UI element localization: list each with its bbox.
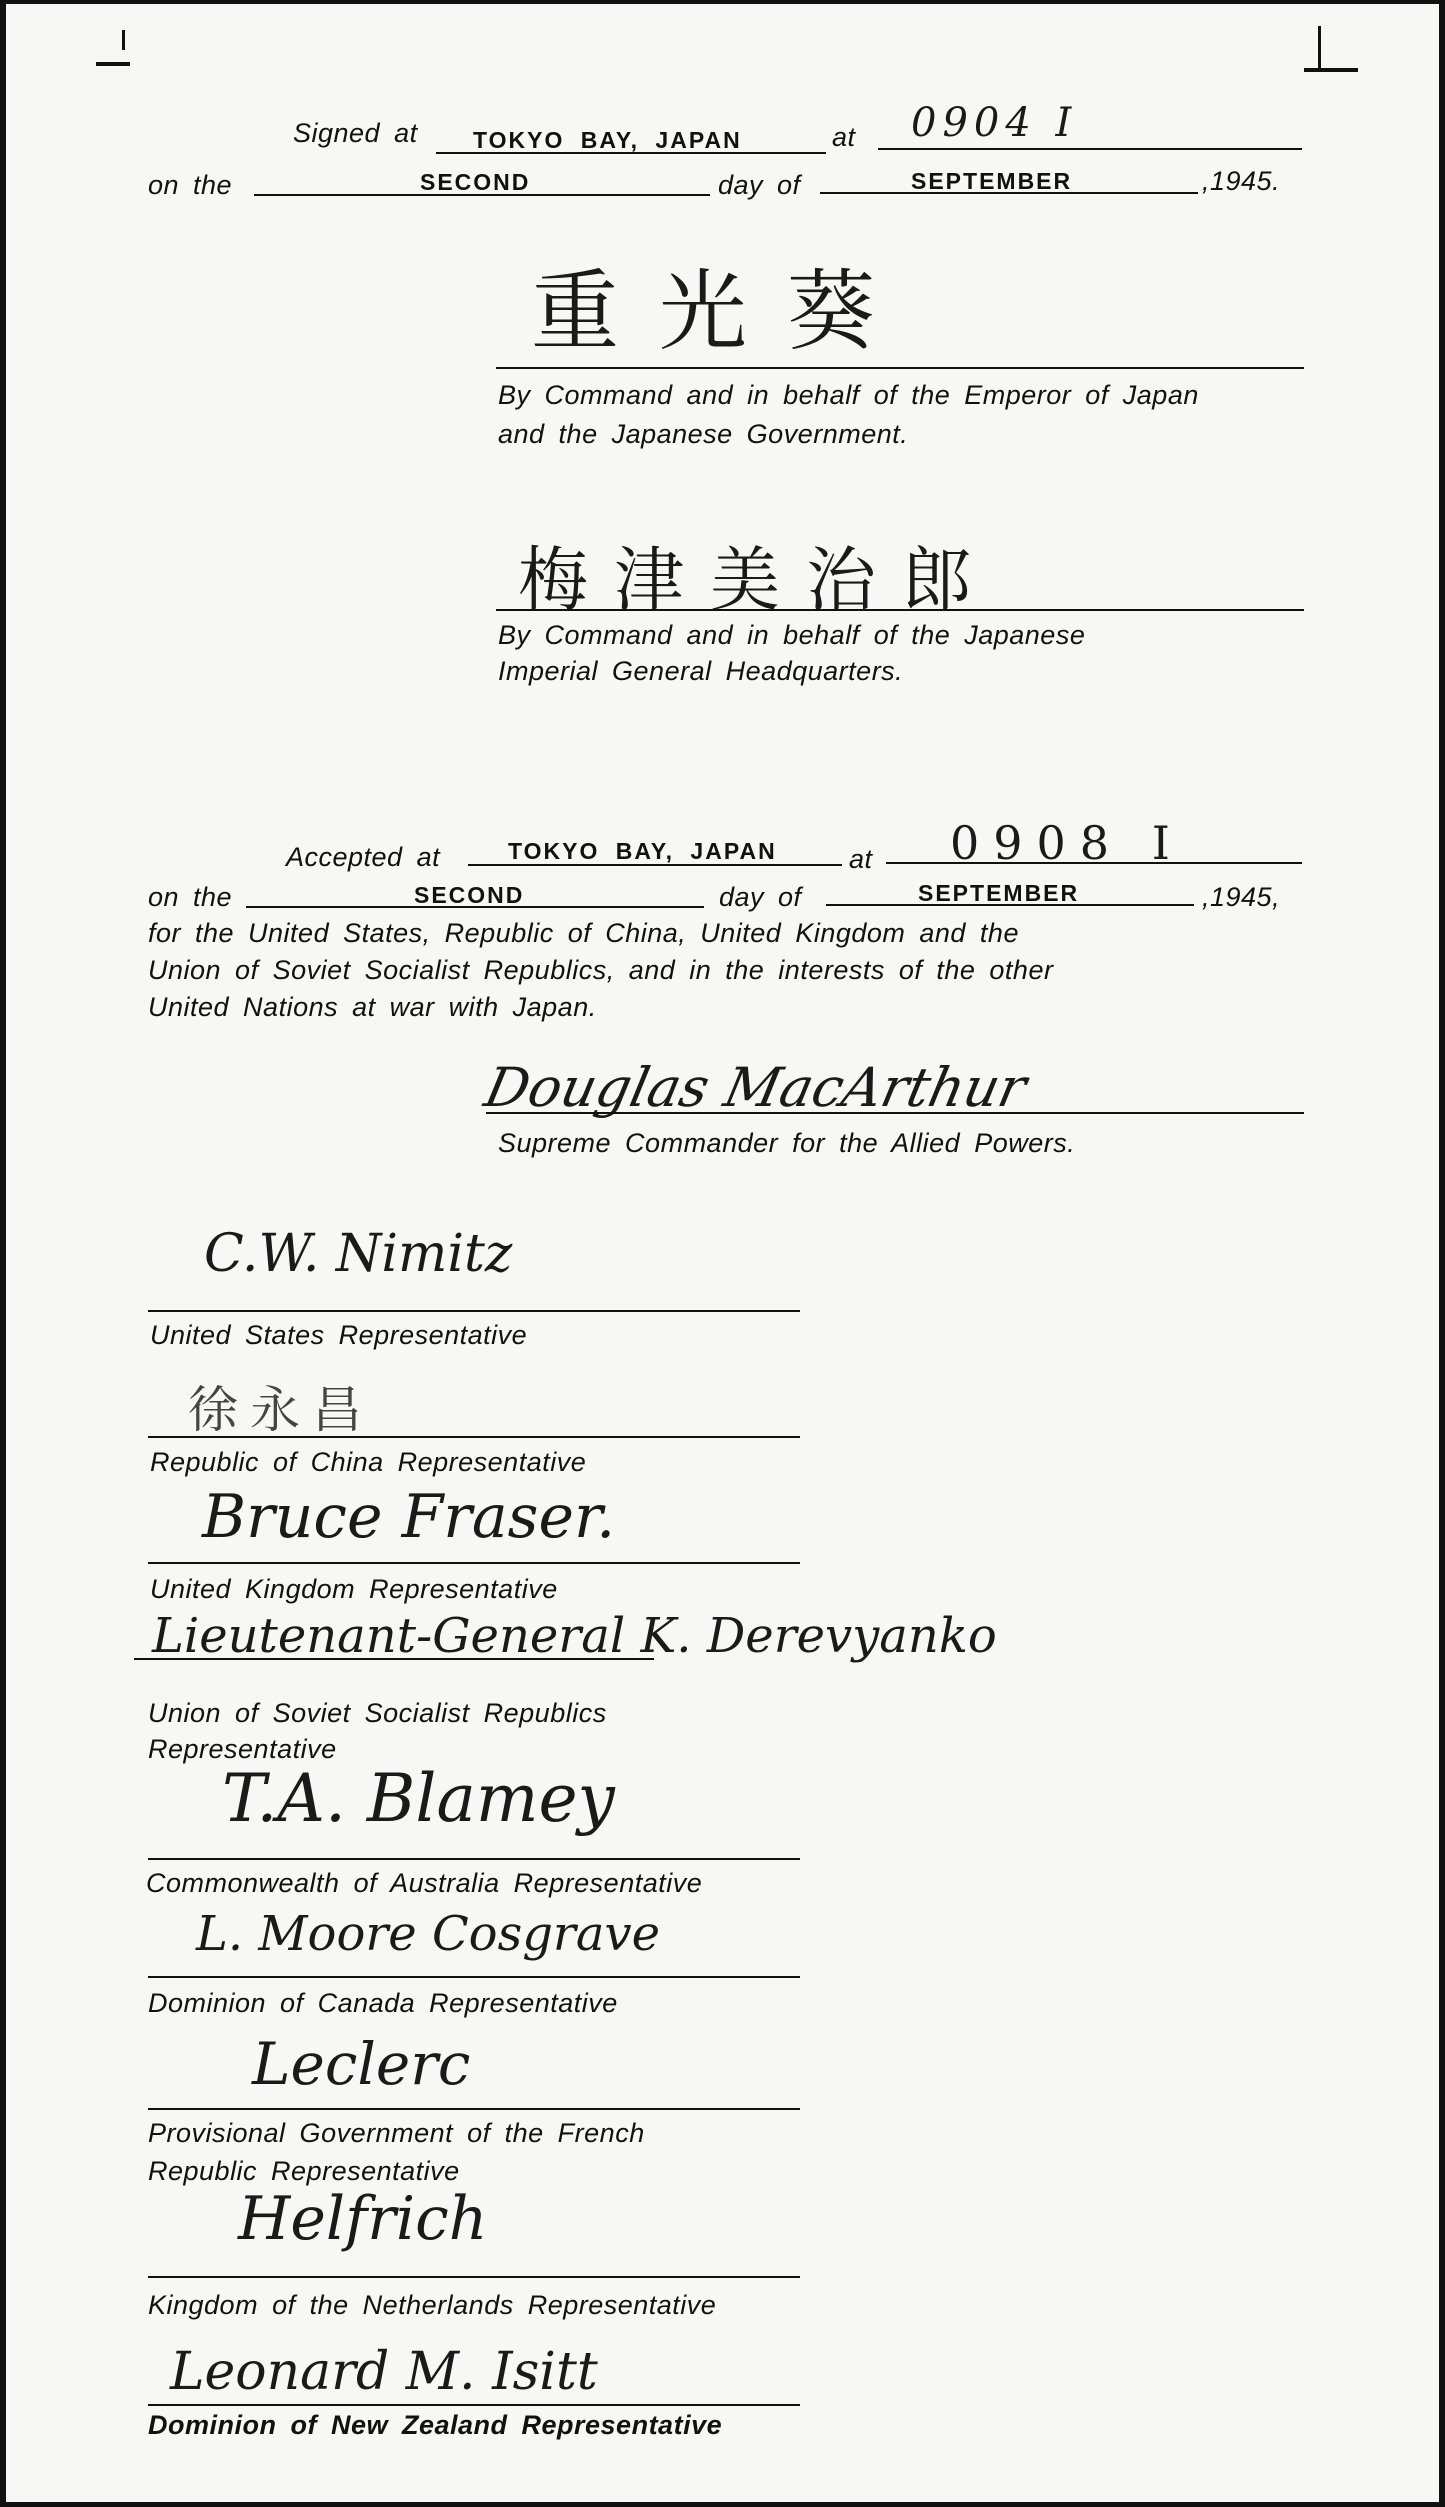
- leclerc-signature: Leclerc: [252, 2030, 471, 2098]
- nimitz-signature-line: [148, 1310, 800, 1312]
- hsu-signature-line: [148, 1436, 800, 1438]
- helfrich-caption: Kingdom of the Netherlands Representative: [148, 2290, 717, 2320]
- accepted-at-time-label: at: [849, 844, 873, 874]
- isitt-signature: Leonard M. Isitt: [170, 2342, 598, 2402]
- derevyanko-signature: Lieutenant-General K. Derevyanko: [152, 1608, 997, 1664]
- fraser-signature: Bruce Fraser.: [202, 1482, 616, 1552]
- surrender-document-page: [6, 4, 1439, 2502]
- supreme-commander-caption: Supreme Commander for the Allied Powers.: [498, 1128, 1076, 1158]
- corner-mark-right-stem: [1318, 26, 1321, 68]
- leclerc-caption-1: Provisional Government of the French: [148, 2118, 645, 2148]
- accepted-day-of-label: day of: [719, 882, 802, 912]
- signed-at-label: Signed at: [293, 118, 418, 148]
- shigemitsu-caption-2: and the Japanese Government.: [498, 419, 909, 449]
- signed-time: 0904 I: [911, 100, 1078, 146]
- acceptance-body-line-2: Union of Soviet Socialist Republics, and in the interests of the other: [148, 955, 1054, 985]
- derevyanko-caption-1: Union of Soviet Socialist Republics: [148, 1698, 607, 1728]
- nimitz-signature: C.W. Nimitz: [204, 1224, 513, 1284]
- helfrich-signature-line: [148, 2276, 800, 2278]
- macarthur-signature: Douglas MacArthur: [479, 1056, 1032, 1119]
- nimitz-caption: United States Representative: [150, 1320, 528, 1350]
- corner-mark-right: [1304, 68, 1358, 72]
- accepted-year: ,1945,: [1202, 882, 1281, 912]
- corner-mark-left: [96, 62, 130, 66]
- isitt-signature-line: [148, 2404, 800, 2406]
- hsu-caption: Republic of China Representative: [150, 1447, 587, 1477]
- accepted-month-line: [826, 904, 1194, 906]
- derevyanko-caption-2: Representative: [148, 1734, 337, 1764]
- cosgrave-caption: Dominion of Canada Representative: [148, 1988, 618, 2018]
- accepted-time: 0908 I: [950, 816, 1184, 870]
- signed-time-line: [878, 148, 1302, 150]
- blamey-caption: Commonwealth of Australia Representative: [146, 1868, 703, 1898]
- shigemitsu-signature: 重光葵: [531, 260, 916, 363]
- umezu-signature: 梅津美治郎: [518, 539, 998, 621]
- signed-month: SEPTEMBER: [911, 168, 1073, 194]
- leclerc-caption-2: Republic Representative: [148, 2156, 460, 2186]
- umezu-caption-1: By Command and in behalf of the Japanese: [498, 620, 1086, 650]
- cosgrave-signature: L. Moore Cosgrave: [196, 1906, 661, 1962]
- accepted-day: SECOND: [414, 882, 525, 908]
- umezu-signature-line: [496, 609, 1304, 611]
- macarthur-signature-line: [486, 1112, 1304, 1114]
- signed-day-line: [254, 194, 710, 196]
- acceptance-body-line-3: United Nations at war with Japan.: [148, 992, 597, 1022]
- accepted-place-line: [468, 864, 842, 866]
- fraser-caption: United Kingdom Representative: [150, 1574, 558, 1604]
- signed-place: TOKYO BAY, JAPAN: [473, 127, 742, 153]
- accepted-day-line: [246, 906, 704, 908]
- blamey-signature: T.A. Blamey: [222, 1760, 615, 1837]
- signed-month-line: [820, 192, 1198, 194]
- accepted-time-line: [886, 862, 1302, 864]
- signed-on-the-label: on the: [148, 170, 233, 200]
- signed-day-of-label: day of: [718, 170, 801, 200]
- signed-year: ,1945.: [1202, 166, 1281, 196]
- accepted-on-the-label: on the: [148, 882, 233, 912]
- signed-day: SECOND: [420, 169, 531, 195]
- fraser-signature-line: [148, 1562, 800, 1564]
- acceptance-body-line-1: for the United States, Republic of China, United Kingdom and the: [148, 918, 1019, 948]
- accepted-place: TOKYO BAY, JAPAN: [508, 838, 777, 864]
- isitt-caption: Dominion of New Zealand Representative: [148, 2410, 723, 2440]
- umezu-caption-2: Imperial General Headquarters.: [498, 656, 904, 686]
- accepted-at-label: Accepted at: [286, 842, 441, 872]
- blamey-signature-line: [148, 1858, 800, 1860]
- signed-at-time-label: at: [832, 122, 856, 152]
- shigemitsu-signature-line: [496, 367, 1304, 369]
- corner-mark-left-stem: [122, 30, 125, 50]
- signed-place-line: [436, 152, 826, 154]
- leclerc-signature-line: [148, 2108, 800, 2110]
- helfrich-signature: Helfrich: [238, 2184, 488, 2254]
- shigemitsu-caption-1: By Command and in behalf of the Emperor of Japan: [498, 380, 1199, 410]
- hsu-signature: 徐永昌: [188, 1381, 374, 1439]
- derevyanko-signature-line: [134, 1658, 654, 1660]
- cosgrave-signature-line: [148, 1976, 800, 1978]
- accepted-month: SEPTEMBER: [918, 880, 1080, 906]
